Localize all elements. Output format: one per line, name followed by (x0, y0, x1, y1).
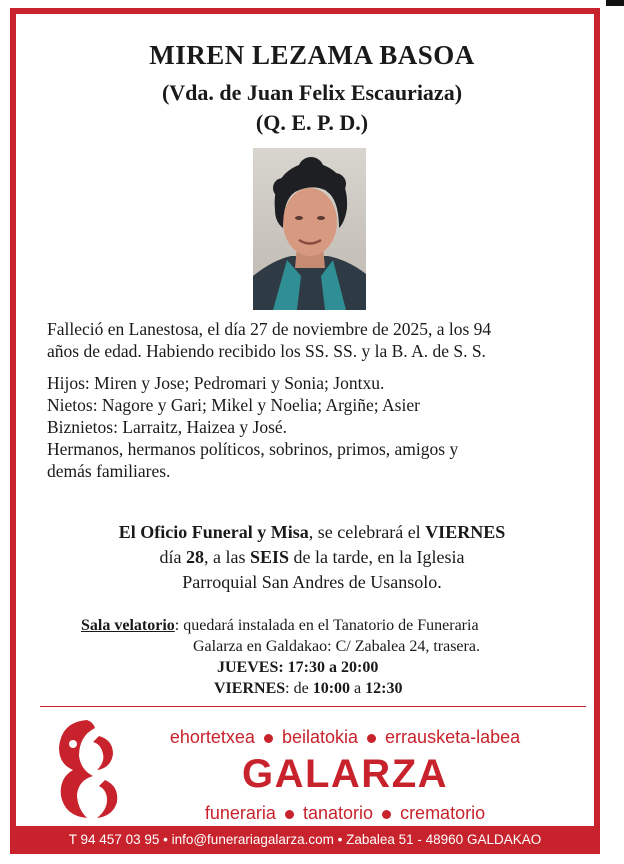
other-relatives-line-2: demás familiares. (47, 461, 171, 481)
children-line: Hijos: Miren y Jose; Pedromari y Sonia; Jontxu. (47, 373, 385, 393)
friday-from-text: : de (285, 680, 313, 697)
funeral-day: VIERNES (425, 522, 506, 542)
great-grandchildren-line: Biznietos: Larraitz, Haizea y José. (47, 417, 288, 437)
service-tanatorio: tanatorio (302, 803, 374, 823)
death-notice-line-1: Falleció en Lanestosa, el día 27 de noviembre de 2025, a los 94 (47, 319, 492, 339)
funeral-line-1 (0, 520, 624, 545)
funeral-text-3: , a las (204, 547, 250, 567)
grandchildren-line: Nietos: Nagore y Gari; Mikel y Noelia; Argiñe; Asier (47, 395, 420, 415)
deceased-name: MIREN LEZAMA BASOA (149, 40, 475, 70)
service-errausketa-labea: errausketa-labea (385, 727, 521, 747)
bullet-dot-icon (367, 734, 376, 743)
wake-room-line-2: Galarza en Galdakao: C/ Zabalea 24, trasera. (193, 638, 480, 655)
bullet-dot-icon (285, 810, 294, 819)
service-crematorio: crematorio (400, 803, 486, 823)
bullet-dot-icon (264, 734, 273, 743)
friday-label: VIERNES (214, 680, 286, 697)
divider-line (40, 706, 586, 707)
wake-room-line-1 (81, 615, 480, 636)
hours-friday (214, 678, 402, 699)
funeral-line-2 (0, 545, 624, 570)
death-notice-paragraph (47, 318, 491, 362)
qepd-line: (Q. E. P. D.) (255, 110, 369, 135)
funeral-text-1: , se celebrará el (308, 522, 426, 542)
services-basque (130, 727, 560, 748)
wake-room-label: Sala velatorio (81, 617, 175, 634)
scan-edge-mark (606, 0, 624, 6)
service-ehortetxea: ehortetxea (169, 727, 255, 747)
funeral-service-title: El Oficio Funeral y Misa (118, 522, 309, 542)
funeral-text-2: día (159, 547, 187, 567)
friday-to-text: a (350, 680, 366, 697)
bullet-dot-icon (382, 810, 391, 819)
friday-end-time: 12:30 (365, 680, 403, 697)
funeral-text-4: de la tarde, en la Iglesia (289, 547, 465, 567)
funeral-time: SEIS (250, 547, 290, 567)
services-spanish (130, 803, 560, 824)
service-funeraria: funeraria (204, 803, 276, 823)
funeral-service-info (0, 520, 624, 595)
family-list (47, 372, 458, 482)
funeral-date: 28 (186, 547, 205, 567)
hours-thursday: JUEVES: 17:30 a 20:00 (217, 659, 379, 676)
galarza-logo-icon (47, 714, 127, 822)
wake-room-text-1: : quedará instalada en el Tanatorio de Funeraria (174, 617, 479, 634)
portrait-photo (253, 148, 366, 310)
funeral-line-3: Parroquial San Andres de Usansolo. (182, 572, 442, 592)
widow-of-line: (Vda. de Juan Felix Escauriaza) (161, 80, 463, 105)
other-relatives-line-1: Hermanos, hermanos políticos, sobrinos, primos, amigos y (47, 439, 459, 459)
death-notice-line-2: años de edad. Habiendo recibido los SS. SS. y la B. A. de S. S. (47, 341, 486, 361)
brand-name: GALARZA (241, 752, 449, 796)
contact-footer: T 94 457 03 95 • info@funerariagalarza.com • Zabalea 51 - 48960 GALDAKAO (16, 826, 594, 854)
friday-start-time: 10:00 (312, 680, 351, 697)
wake-room-info (81, 615, 480, 657)
service-beilatokia: beilatokia (281, 727, 359, 747)
